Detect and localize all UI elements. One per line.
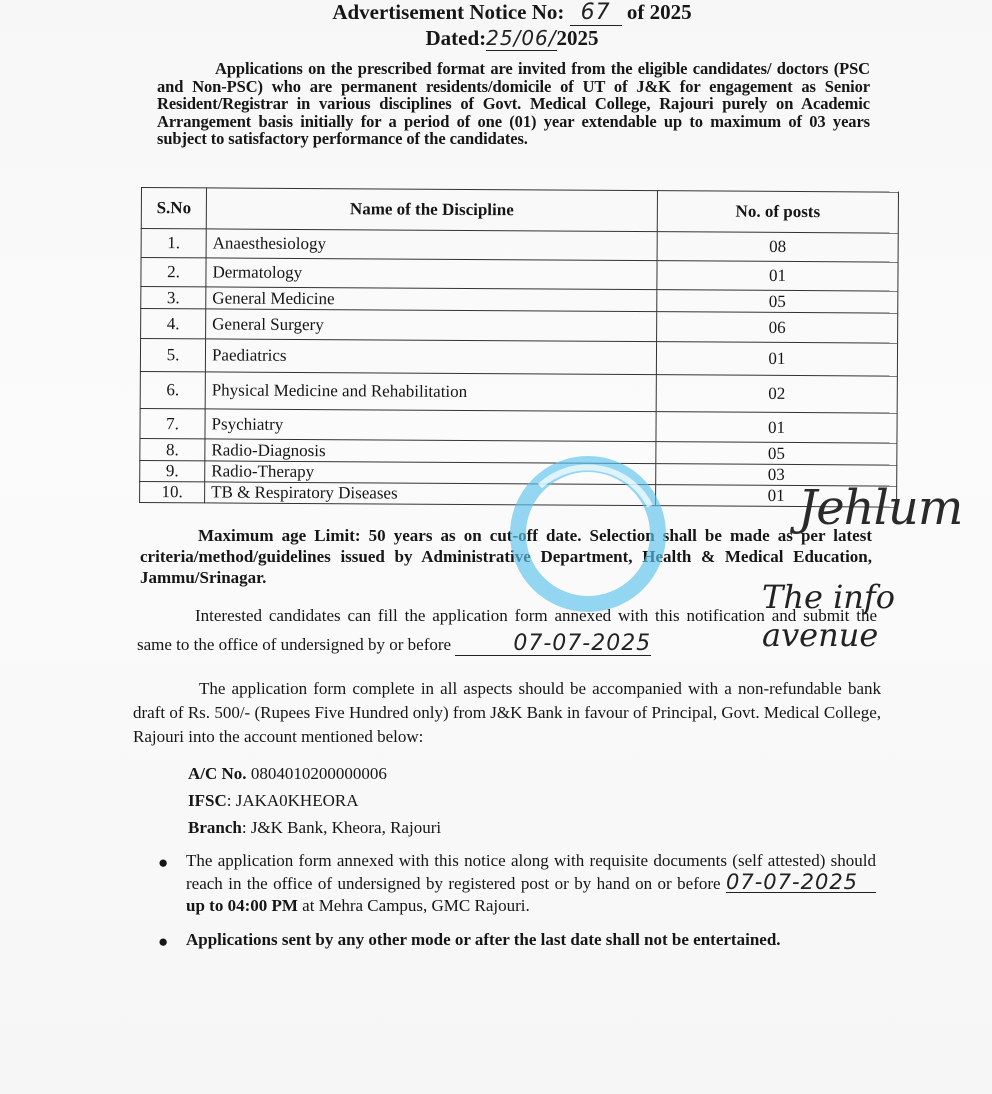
bullet-icon: ● (158, 932, 169, 951)
watermark-tagline: The info avenue (762, 578, 896, 654)
row-discipline: Psychiatry (205, 409, 656, 442)
age-limit-paragraph: Maximum age Limit: 50 years as on cut-off date. Selection shall be made as per latest criteria/method/guidelines issued by Administrative Department, Health & Medical Education, Jammu/Srinagar. (140, 526, 872, 587)
row-discipline: Radio-Therapy (205, 461, 656, 485)
dated-label: Dated: (425, 26, 487, 50)
branch-label: Branch (188, 818, 242, 837)
row-sno: 4. (141, 309, 206, 339)
row-posts: 01 (656, 485, 897, 507)
header-discipline: Name of the Discipline (206, 188, 657, 232)
row-sno: 8. (140, 438, 205, 460)
dated-handwritten: 25/06/ (486, 26, 557, 50)
account-number-line (188, 760, 441, 787)
row-discipline: TB & Respiratory Diseases (205, 482, 656, 506)
list-item (156, 850, 876, 917)
table-row (140, 408, 897, 443)
row-posts: 01 (656, 342, 897, 376)
row-discipline: Radio-Diagnosis (205, 439, 656, 464)
notice-suffix: of 2025 (626, 0, 692, 24)
table-row (140, 371, 897, 413)
bullet2-text: Applications sent by any other mode or after the last date shall not be entertained. (186, 930, 781, 949)
table-row (140, 339, 897, 377)
ifsc-label: IFSC (188, 791, 227, 810)
notice-number: 67 (570, 0, 622, 26)
ac-value: 0804010200000006 (250, 764, 387, 783)
row-discipline: General Surgery (206, 309, 657, 342)
row-sno: 1. (141, 229, 206, 258)
row-discipline: Dermatology (206, 258, 657, 290)
bullet1-time: up to 04:00 PM (186, 896, 298, 915)
notice-prefix: Advertisement Notice No: (332, 0, 565, 24)
posts-table-header (141, 188, 898, 234)
row-posts: 01 (657, 261, 898, 291)
row-sno: 10. (140, 481, 205, 502)
row-discipline: Physical Medicine and Rehabilitation (205, 372, 656, 412)
row-sno: 3. (141, 287, 206, 309)
row-discipline: Paediatrics (205, 339, 656, 375)
dated-line (0, 26, 992, 51)
header-sno: S.No (141, 188, 206, 229)
bullet1-text: The application form annexed with this notice along with requisite documents (self attested) should reach in the office of undersigned by registered post or by hand on or before (186, 851, 876, 893)
row-sno: 2. (141, 258, 206, 287)
row-posts: 05 (656, 442, 897, 465)
notice-title (0, 0, 992, 51)
bullet1-location: at Mehra Campus, GMC Rajouri. (302, 896, 530, 915)
dated-year: 2025 (556, 26, 599, 50)
fee-paragraph: The application form complete in all aspects should be accompanied with a non-refundable bank draft of Rs. 500/- (Rupees Five Hundred only) from J&K Bank in favour of Principal, Govt. Medical College, Rajouri into the account mentioned below: (133, 679, 881, 746)
notice-number-line (0, 0, 992, 26)
row-sno: 7. (140, 408, 205, 438)
row-sno: 6. (140, 371, 205, 408)
row-posts: 02 (656, 375, 897, 413)
row-sno: 9. (140, 460, 205, 481)
row-posts: 06 (657, 312, 898, 343)
ifsc-value: : JAKA0KHEORA (226, 791, 359, 810)
interest-deadline-date: 07-07-2025 (455, 633, 651, 656)
table-row (141, 258, 898, 292)
row-posts: 05 (657, 290, 898, 313)
watermark-ring-icon (500, 446, 676, 622)
row-discipline: General Medicine (206, 287, 657, 312)
interest-text: Interested candidates can fill the application form annexed with this notification and submit the same to the office of undersigned by or before (137, 606, 877, 654)
row-sno: 5. (140, 339, 205, 372)
row-discipline: Anaesthesiology (206, 229, 657, 261)
bullet1-deadline-date: 07-07-2025 (726, 872, 876, 893)
table-row (141, 229, 898, 263)
bullet-icon: ● (158, 853, 169, 872)
ac-label: A/C No. (188, 764, 247, 783)
branch-value: : J&K Bank, Kheora, Rajouri (241, 818, 442, 837)
watermark-brand: Jehlum (798, 480, 963, 536)
branch-line (188, 814, 441, 841)
header-posts: No. of posts (657, 191, 898, 233)
row-posts: 03 (656, 464, 897, 486)
instructions-list (156, 850, 876, 963)
list-item (156, 929, 876, 951)
account-details (188, 760, 441, 841)
ifsc-line (188, 787, 441, 814)
row-posts: 01 (656, 412, 897, 443)
table-row (141, 309, 898, 344)
intro-paragraph: Applications on the prescribed format are invited from the eligible candidates/ doctors (PSC and Non-PSC) who are permanent residents/domicile of UT of J&K for engagement as Senior Resident/Registrar in various disciplines of Govt. Medical College, Rajouri purely on Academic Arrangement basis initially for a period of one (01) year extendable up to maximum of 03 years subject to satisfactory performance of the candidates. (157, 59, 870, 148)
row-posts: 08 (657, 232, 898, 262)
